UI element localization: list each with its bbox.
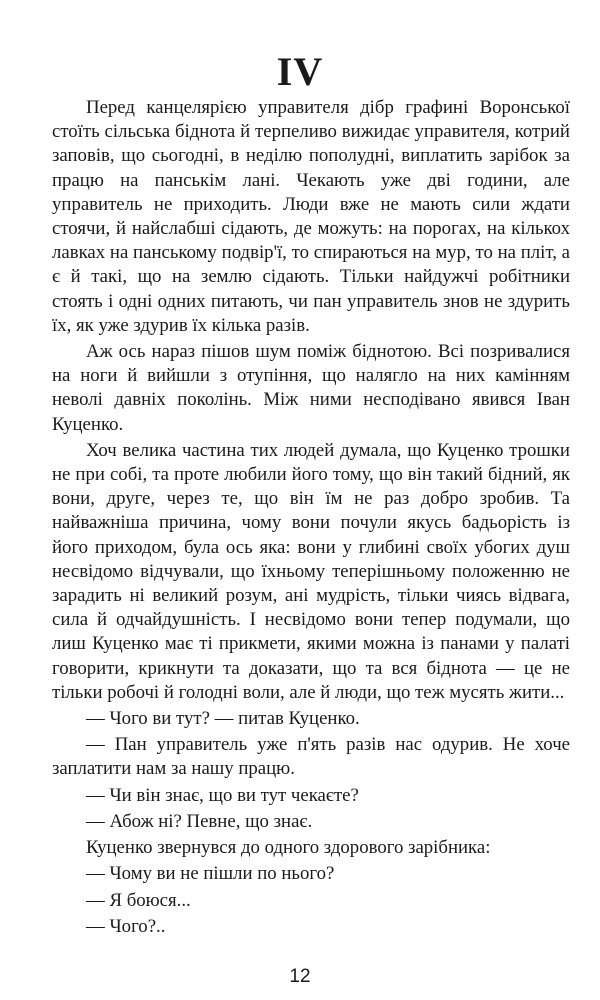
dialogue-line: — Чого ви тут? — питав Куценко. bbox=[86, 708, 360, 730]
dialogue-line: — Чому ви не пішли по нього? bbox=[86, 863, 335, 885]
dialogue-line: — Я боюся... bbox=[86, 889, 191, 911]
paragraph: Куценко звернувся до одного здорового зарібника: bbox=[86, 837, 491, 859]
dialogue-line: — Чи він знає, що ви тут чекаєте? bbox=[86, 784, 359, 806]
body-text bbox=[52, 96, 570, 941]
dialogue-line: — Пан управитель уже п'ять разів нас одурив. Не хоче заплатити нам за нашу працю. bbox=[52, 734, 570, 780]
chapter-title: IV bbox=[276, 49, 324, 94]
dialogue-line: — Абож ні? Певне, що знає. bbox=[86, 810, 313, 832]
page-number: 12 bbox=[289, 966, 311, 987]
paragraph: Аж ось нараз пішов шум поміж біднотою. Всі позривалися на ноги й вийшли з отупіння, що налягло на них камінням неволі давніх поколінь. Між ними несподівано явився Іван Куценко. bbox=[52, 341, 570, 435]
paragraph: Хоч велика частина тих людей думала, що Куценко трошки не при собі, та проте любили його тому, що він такий бідний, як вони, друге, через те, що він їм не раз добро зробив. Та найважніша причина, чому вони почули якусь бадьорість із його приходом, була ось яка: вони у глибині своїх убогих душ несвідомо відчували, що їхньому теперішньому положенню не зарадить ні великий розум, ані мудрість, тільки чиясь відвага, сила й одчайдушність. І несвідомо вони тепер подумали, що лиш Куценко має ті прикмети, якими можна із панами у палаті говорити, крикнути та доказати, що та вся біднота — це не тільки робочі й голодні воли, але й люди, що теж мусять жити... bbox=[52, 439, 570, 703]
paragraph: Перед канцелярією управителя дібр графині Воронської стоїть сільська біднота й терпеливо вижидає управителя, котрий заповів, що сьогодні, в неділю пополудні, виплатить зарібок за працю на панськім лані. Чекають уже дві години, але управитель не приходить. Люди вже не мають сили ждати стоячи, й найслабші сідають, де можуть: на порогах, на кількох лавках на панському подвір'ї, то спираються на мур, то на пліт, а є й такі, що на землю сідають. Тільки найдужчі робітники стоять і одні одних питають, чи пан управитель знов не здурить їх, як уже здурив їх кілька разів. bbox=[52, 97, 570, 336]
dialogue-line: — Чого?.. bbox=[86, 915, 166, 937]
